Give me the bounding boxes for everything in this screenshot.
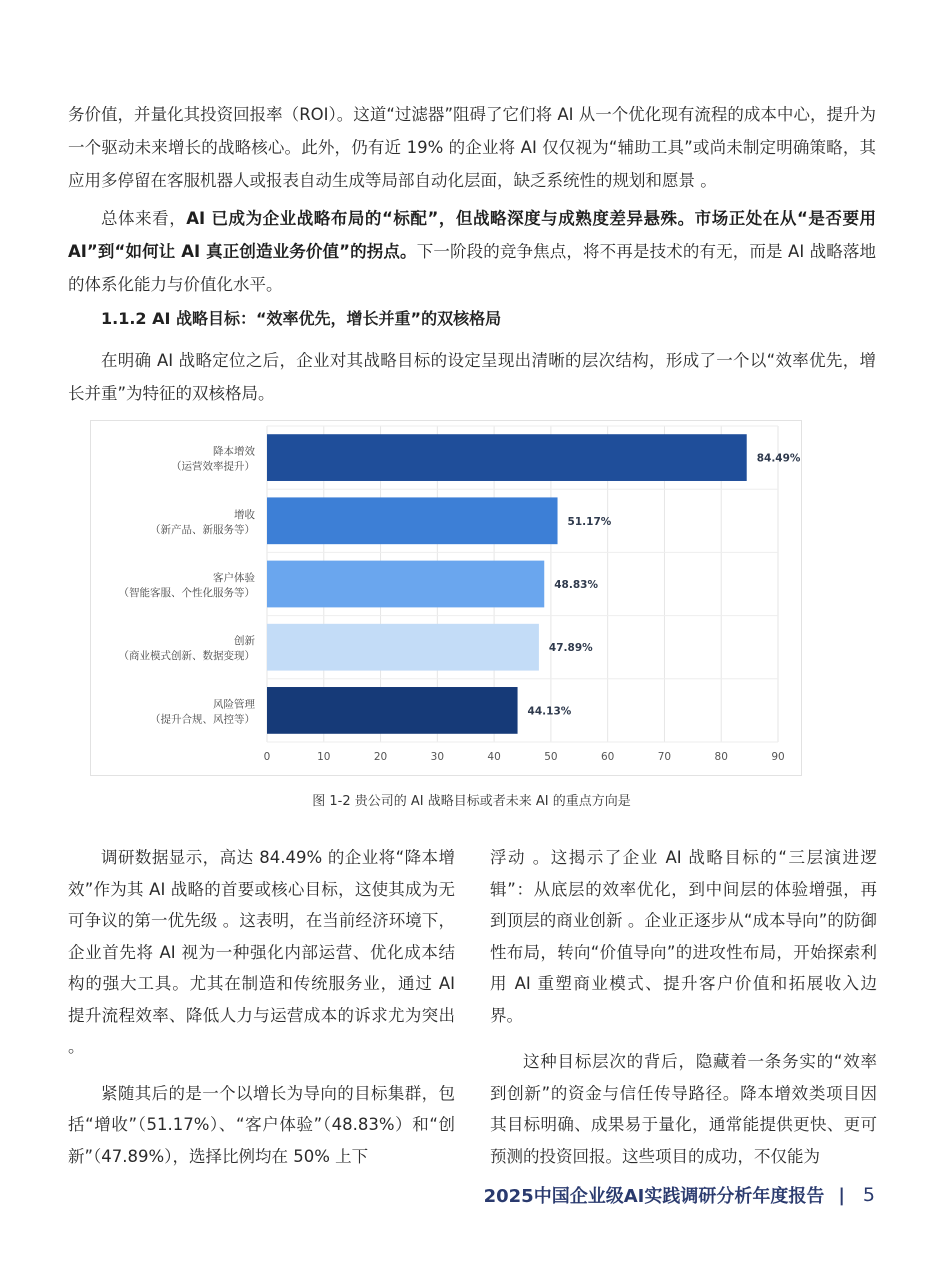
summary-paragraph xyxy=(68,202,876,301)
x-tick-label: 0 xyxy=(263,751,271,763)
section-heading: 1.1.2 AI 战略目标：“效率优先，增长并重”的双核格局 xyxy=(101,309,502,328)
value-label: 84.49% xyxy=(756,452,801,465)
right-paragraph-2: 这种目标层次的背后，隐藏着一条务实的“效率到创新”的资金与信任传导路径。降本增效类项目因其目标明确、成果易于量化，通常能提供更快、更可预测的投资回报。这些项目的成功，不仅能为 xyxy=(490,1052,877,1166)
category-label: 降本增效 xyxy=(213,445,255,458)
summary-bold: AI 已成为企业战略布局的“标配”，但战略深度与成熟度差异悬殊。市场正处在从“是否要用 AI”到“如何让 AI 真正创造业务价值”的拐点。 xyxy=(68,209,877,261)
value-label: 51.17% xyxy=(567,515,612,528)
chart-caption: 图 1-2 贵公司的 AI 战略目标或者未来 AI 的重点方向是 xyxy=(312,794,631,809)
x-tick-label: 90 xyxy=(771,751,785,763)
bar xyxy=(267,561,544,608)
category-label: 客户体验 xyxy=(213,572,255,584)
summary-lead: 总体来看， xyxy=(101,209,187,228)
category-sublabel: （新产品、新服务等） xyxy=(150,523,255,536)
right-paragraph-1: 浮动 。这揭示了企业 AI 战略目标的“三层演进逻辑”：从底层的效率优化，到中间层的体验增强，再到顶层的商业创新 。企业正逐步从“成本导向”的防御性布局，转向“价值导向”的进攻性布局，开始探索利用 AI 重塑商业模式、提升客户价值和拓展收入边界。 xyxy=(490,848,877,1025)
summary-tail: 下一阶段的竞争焦点，将不再是技术的有无，而是 AI 战略落地的体系化能力与价值化水平。 xyxy=(68,242,876,294)
report-title: 2025中国企业级AI实践调研分析年度报告 xyxy=(483,1186,825,1207)
left-paragraph-2: 紧随其后的是一个以增长为导向的目标集群，包括“增收”（51.17%）、“客户体验”（48.83%）和“创新”（47.89%），选择比例均在 50% 上下 xyxy=(68,1083,455,1166)
bar xyxy=(267,624,539,671)
bar xyxy=(267,434,747,481)
left-column xyxy=(68,842,455,1172)
strategy-goal-bar-chart xyxy=(90,420,802,776)
value-label: 44.13% xyxy=(527,705,572,718)
page-footer xyxy=(484,1182,875,1208)
x-tick-label: 40 xyxy=(487,751,501,763)
x-tick-label: 70 xyxy=(657,751,672,763)
x-tick-label: 10 xyxy=(317,751,331,763)
category-sublabel: （智能客服、个性化服务等） xyxy=(118,587,255,599)
category-label: 风险管理 xyxy=(213,698,255,711)
right-column xyxy=(490,842,877,1172)
value-label: 47.89% xyxy=(548,642,593,655)
category-label: 增收 xyxy=(234,508,255,521)
x-tick-label: 80 xyxy=(714,751,728,763)
top-paragraph: 务价值，并量化其投资回报率（ROI）。这道“过滤器”阻碍了它们将 AI 从一个优化现有流程的成本中心，提升为一个驱动未来增长的战略核心。此外，仍有近 19% 的企业将 AI 仅仅视为“辅助工具”或尚未制定明确策略，其应用多停留在客服机器人或报表自动生成等局部自动化层面，缺乏系统性的规划和愿景 。 xyxy=(68,105,876,190)
footer-separator: | xyxy=(838,1184,845,1206)
category-sublabel: （提升合规、风控等） xyxy=(150,713,255,726)
intro-paragraph: 在明确 AI 战略定位之后，企业对其战略目标的设定呈现出清晰的层次结构，形成了一个以“效率优先，增长并重”为特征的双核格局。 xyxy=(68,351,876,403)
page-number: 5 xyxy=(862,1184,875,1206)
x-tick-label: 30 xyxy=(430,751,445,763)
value-label: 48.83% xyxy=(554,579,598,591)
category-sublabel: （运营效率提升） xyxy=(171,460,255,473)
x-tick-label: 20 xyxy=(373,751,388,763)
category-sublabel: （商业模式创新、数据变现） xyxy=(118,650,255,663)
bar xyxy=(267,497,558,544)
x-tick-label: 50 xyxy=(544,751,558,763)
bar xyxy=(267,687,518,734)
category-label: 创新 xyxy=(234,635,255,648)
left-paragraph-1: 调研数据显示，高达 84.49% 的企业将“降本增效”作为其 AI 战略的首要或核心目标，这使其成为无可争议的第一优先级 。这表明，在当前经济环境下，企业首先将 AI 视为一种强化内部运营、优化成本结构的强大工具。尤其在制造和传统服务业，通过 AI 提升流程效率、降低人力与运营成本的诉求尤为突出 。 xyxy=(68,848,455,1056)
x-tick-label: 60 xyxy=(600,751,615,763)
